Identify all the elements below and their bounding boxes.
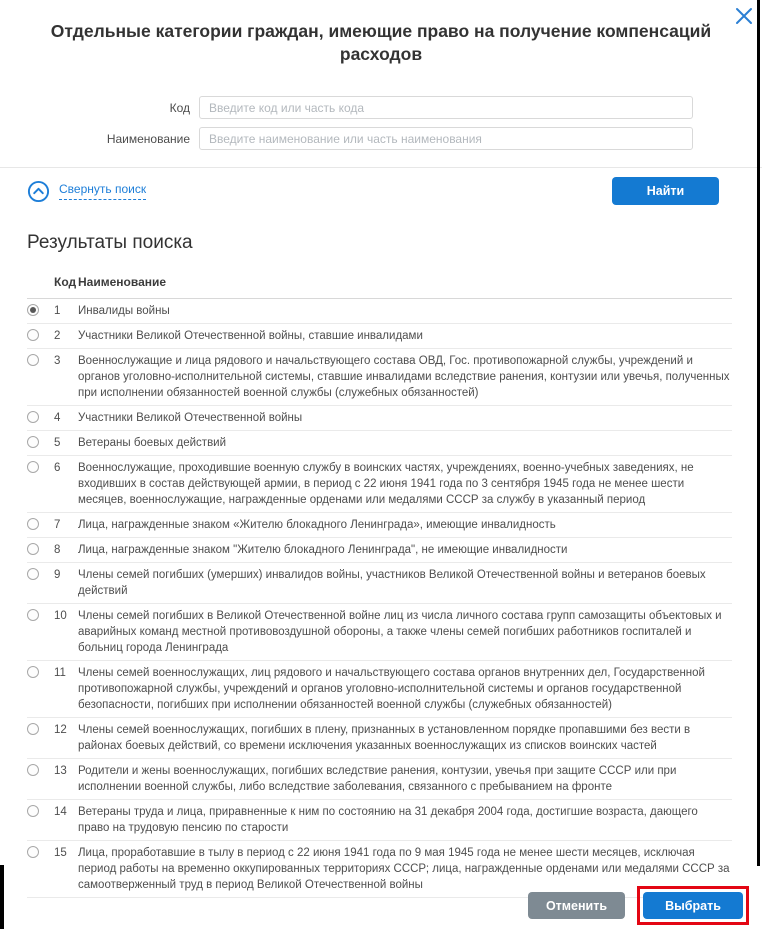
table-row[interactable] bbox=[27, 538, 732, 563]
row-code: 6 bbox=[54, 462, 61, 475]
select-button[interactable]: Выбрать bbox=[643, 892, 743, 919]
row-code: 9 bbox=[54, 569, 61, 582]
row-name: Военнослужащие, проходившие военную службу в воинских частях, учреждениях, военно-учебных заведениях, не входивших в состав действующей армии, в период с 22 июня 1941 года по 3 сентября 1945 года не менее шести месяцев, военнослужащие, награжденные орденами или медалями СССР за службу в указанный период bbox=[78, 462, 694, 507]
row-code: 3 bbox=[54, 355, 61, 368]
table-row[interactable] bbox=[27, 604, 732, 661]
table-row[interactable] bbox=[27, 563, 732, 604]
table-row[interactable] bbox=[27, 513, 732, 538]
row-code: 15 bbox=[54, 847, 67, 860]
row-name: Ветераны труда и лица, приравненные к ним по состоянию на 31 декабря 2004 года, достигшие возраста, дающего право на трудовую пенсию по старости bbox=[78, 806, 698, 835]
row-code: 4 bbox=[54, 412, 61, 425]
row-code: 5 bbox=[54, 437, 61, 450]
table-row[interactable] bbox=[27, 431, 732, 456]
row-code: 1 bbox=[54, 305, 61, 318]
column-header-code: Код bbox=[54, 275, 77, 290]
search-form bbox=[0, 96, 762, 150]
name-field-label: Наименование bbox=[106, 131, 190, 146]
row-code: 7 bbox=[54, 519, 61, 532]
row-radio[interactable] bbox=[27, 518, 39, 530]
row-radio[interactable] bbox=[27, 304, 39, 316]
collapse-search-label: Свернуть поиск bbox=[59, 182, 146, 200]
row-code: 10 bbox=[54, 610, 67, 623]
results-heading: Результаты поиска bbox=[27, 232, 193, 254]
row-radio[interactable] bbox=[27, 354, 39, 366]
highlight-annotation-box bbox=[637, 886, 749, 925]
screen-edge-artifact-left bbox=[0, 865, 4, 929]
row-code: 12 bbox=[54, 724, 67, 737]
table-row[interactable] bbox=[27, 406, 732, 431]
row-name: Лица, награжденные знаком «Жителю блокадного Ленинграда», имеющие инвалидность bbox=[78, 519, 556, 532]
row-radio[interactable] bbox=[27, 609, 39, 621]
row-code: 2 bbox=[54, 330, 61, 343]
table-row[interactable] bbox=[27, 661, 732, 718]
column-header-name: Наименование bbox=[78, 275, 167, 290]
name-input[interactable] bbox=[199, 127, 693, 150]
table-header bbox=[27, 266, 732, 299]
row-radio[interactable] bbox=[27, 846, 39, 858]
row-radio[interactable] bbox=[27, 543, 39, 555]
row-name: Члены семей военнослужащих, лиц рядового и начальствующего состава органов внутренних дел, Государственной противопожарной службы, учреждений и органов уголовно-исполнительной системы и органов государственной безопасности, погибших при исполнении обязанностей военной службы (служебных обязанностей) bbox=[78, 667, 705, 712]
row-name: Лица, проработавшие в тылу в период с 22 июня 1941 года по 9 мая 1945 года не менее шести месяцев, исключая период работы на временно оккупированных территориях СССР; лица, награжденные орденами или медалями СССР за самоотверженный труд в период Великой Отечественной войны bbox=[78, 847, 730, 892]
table-row[interactable] bbox=[27, 718, 732, 759]
code-field-label: Код bbox=[169, 100, 190, 115]
row-code: 13 bbox=[54, 765, 67, 778]
row-name: Члены семей погибших в Великой Отечественной войне лиц из числа личного состава групп самозащиты объектовых и аварийных команд местной противовоздушной обороны, а также члены семей погибших работников госпиталей и больниц города Ленинграда bbox=[78, 610, 722, 655]
collapse-search-link[interactable] bbox=[27, 180, 146, 203]
row-radio[interactable] bbox=[27, 436, 39, 448]
table-row[interactable] bbox=[27, 324, 732, 349]
close-icon[interactable] bbox=[733, 5, 755, 27]
row-code: 14 bbox=[54, 806, 67, 819]
row-name: Родители и жены военнослужащих, погибших вследствие ранения, контузии, увечья при защите СССР или при исполнении военной службы, либо вследствие заболевания, связанного с пребыванием на фронте bbox=[78, 765, 677, 794]
row-code: 11 bbox=[54, 667, 66, 680]
dialog-actions bbox=[528, 886, 749, 925]
results-table bbox=[27, 266, 732, 898]
screen-edge-artifact-right bbox=[757, 0, 760, 866]
row-name: Военнослужащие и лица рядового и начальствующего состава ОВД, Гос. противопожарной службы, учреждений и органов уголовно-исполнительной системы, ставшие инвалидами вследствие ранения, контузии или увечья, полученных при исполнении обязанностей военной службы (служебных обязанностей) bbox=[78, 355, 730, 400]
row-radio[interactable] bbox=[27, 805, 39, 817]
row-name: Лица, награжденные знаком "Жителю блокадного Ленинграда", не имеющие инвалидности bbox=[78, 544, 568, 557]
row-radio[interactable] bbox=[27, 411, 39, 423]
dialog-title: Отдельные категории граждан, имеющие право на получение компенсаций расходов bbox=[50, 21, 712, 65]
row-name: Ветераны боевых действий bbox=[78, 437, 227, 450]
row-name: Члены семей погибших (умерших) инвалидов войны, участников Великой Отечественной войны и ветеранов боевых действий bbox=[78, 569, 706, 598]
row-name: Участники Великой Отечественной войны bbox=[78, 412, 303, 425]
row-radio[interactable] bbox=[27, 568, 39, 580]
row-radio[interactable] bbox=[27, 764, 39, 776]
row-radio[interactable] bbox=[27, 461, 39, 473]
row-name: Члены семей военнослужащих, погибших в плену, признанных в установленном порядке пропавшими без вести в районах боевых действий, со времени исключения указанных военнослужащих из списков воинских частей bbox=[78, 724, 691, 753]
table-row[interactable] bbox=[27, 349, 732, 406]
row-radio[interactable] bbox=[27, 723, 39, 735]
row-name: Участники Великой Отечественной войны, ставшие инвалидами bbox=[78, 330, 423, 343]
table-row[interactable] bbox=[27, 456, 732, 513]
radio-column-spacer bbox=[27, 274, 54, 290]
find-button[interactable]: Найти bbox=[612, 177, 719, 205]
chevron-up-circle-icon bbox=[27, 180, 50, 203]
table-row[interactable] bbox=[27, 299, 732, 324]
row-code: 8 bbox=[54, 544, 61, 557]
cancel-button[interactable]: Отменить bbox=[528, 892, 625, 919]
row-name: Инвалиды войны bbox=[78, 305, 170, 318]
row-radio[interactable] bbox=[27, 329, 39, 341]
table-row[interactable] bbox=[27, 759, 732, 800]
table-row[interactable] bbox=[27, 800, 732, 841]
code-input[interactable] bbox=[199, 96, 693, 119]
row-radio[interactable] bbox=[27, 666, 39, 678]
